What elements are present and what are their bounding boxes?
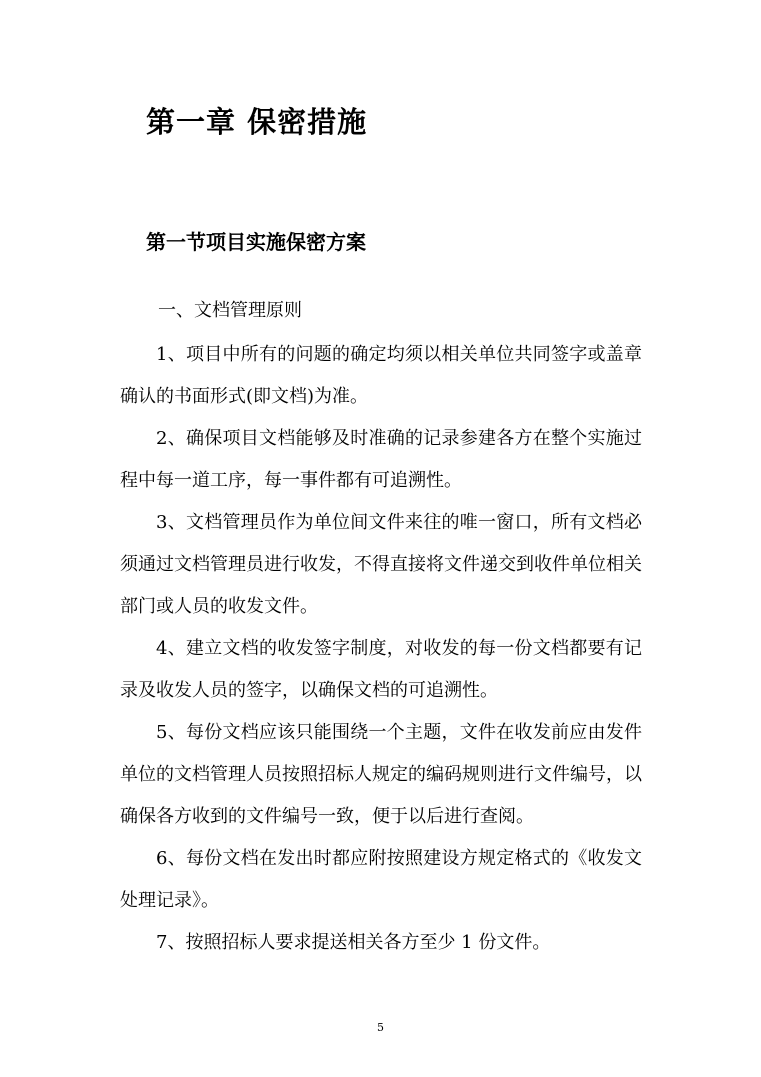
paragraph-5: 5、每份文档应该只能围绕一个主题，文件在收发前应由发件单位的文档管理人员按照招标人规定的编码规则进行文件编号，以确保各方收到的文件编号一致，便于以后进行查阅。 — [120, 722, 642, 827]
chapter-title: 第一章 保密措施 — [146, 105, 368, 139]
paragraph-6: 6、每份文档在发出时都应附按照建设方规定格式的《收发文处理记录》。 — [120, 848, 642, 911]
body-text — [120, 334, 642, 964]
section-title: 第一节项目实施保密方案 — [146, 230, 366, 254]
paragraph-3: 3、文档管理员作为单位间文件来往的唯一窗口，所有文档必须通过文档管理员进行收发，不得直接将文件递交到收件单位相关部门或人员的收发文件。 — [120, 512, 642, 617]
page-number: 5 — [377, 1021, 384, 1034]
paragraph-7: 7、按照招标人要求提送相关各方至少 1 份文件。 — [156, 932, 551, 953]
paragraph-4: 4、建立文档的收发签字制度，对收发的每一份文档都要有记录及收发人员的签字，以确保文档的可追溯性。 — [120, 638, 642, 701]
paragraph-1: 1、项目中所有的问题的确定均须以相关单位共同签字或盖章确认的书面形式(即文档)为准。 — [120, 344, 642, 407]
subsection-title: 一、文档管理原则 — [158, 300, 302, 321]
paragraph-2: 2、确保项目文档能够及时准确的记录参建各方在整个实施过程中每一道工序，每一事件都有可追溯性。 — [120, 428, 642, 491]
